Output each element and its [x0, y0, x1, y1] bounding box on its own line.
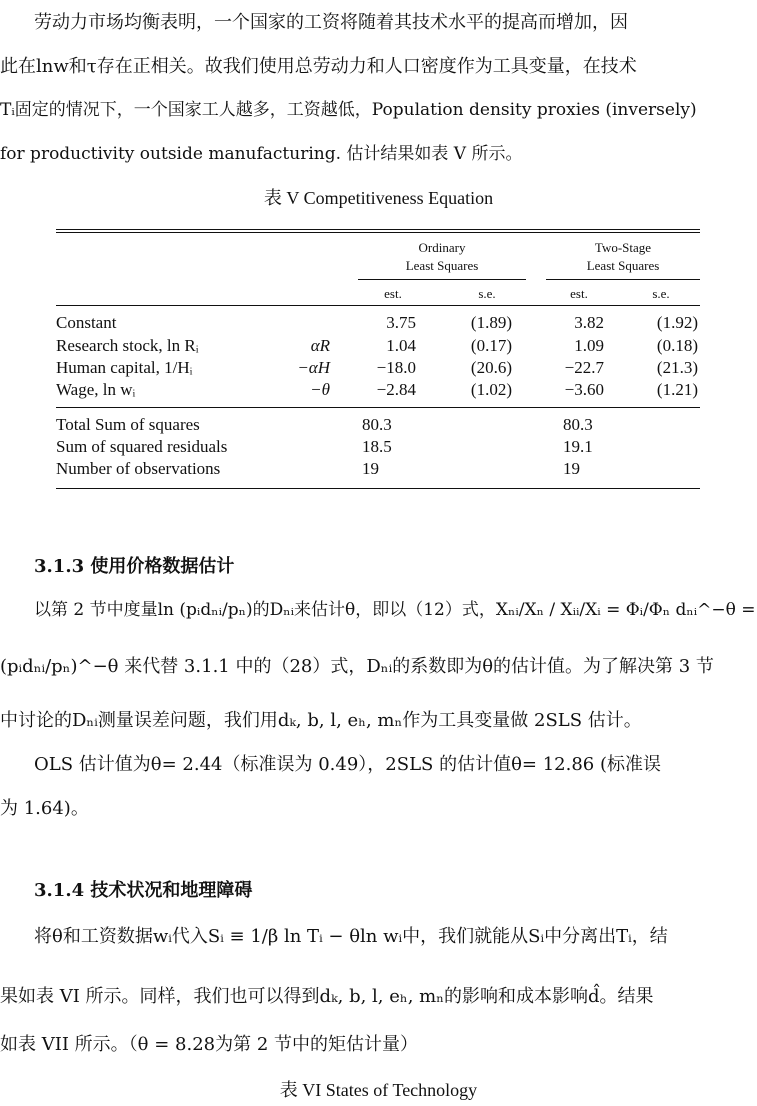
ols-se: (20.6)	[470, 358, 512, 377]
row-param: −αH	[297, 358, 330, 377]
section-heading-3-1-3: 3.1.3 使用价格数据估计	[34, 556, 235, 577]
intro-line-1: 劳动力市场均衡表明，一个国家的工资将随着其技术水平的提高而增加，因	[34, 12, 628, 33]
stat-label: Sum of squared residuals	[56, 437, 228, 456]
sec313-line-3: 中讨论的Dₙᵢ测量误差问题，我们用dₖ, b, l, eₕ, mₙ作为工具变量做 2SLS 估计。	[0, 710, 642, 731]
tsls-est: −22.7	[564, 358, 604, 377]
table-top-rule	[56, 229, 700, 230]
ols-est: −2.84	[376, 380, 416, 399]
ols-se: (1.89)	[470, 313, 512, 332]
sec313-line-4: OLS 估计值为θ= 2.44（标准误为 0.49），2SLS 的估计值θ= 12.86 (标准误	[34, 754, 661, 775]
row-label: Wage, ln wᵢ	[56, 380, 136, 399]
table-bottom-rule	[56, 488, 700, 489]
table-top-rule-2	[56, 232, 700, 233]
tsls-se: (21.3)	[656, 358, 698, 377]
table-vi-caption: 表 VI States of Technology	[279, 1080, 478, 1100]
stat-tsls: 19	[563, 459, 580, 478]
col-group-ols-line2: Least Squares	[405, 258, 479, 273]
intro-line-4: for productivity outside manufacturing. 估计结果如表 V 所示。	[0, 144, 523, 164]
col-group-ols-line1: Ordinary	[418, 240, 466, 255]
tsls-est: −3.60	[564, 380, 604, 399]
col-group-2sls-line2: Least Squares	[586, 258, 660, 273]
header-rule	[56, 305, 700, 306]
sec314-line-3: 如表 VII 所示。（θ = 8.28为第 2 节中的矩估计量）	[0, 1034, 418, 1055]
stat-ols: 18.5	[362, 437, 392, 456]
sec313-line-2: (pᵢdₙᵢ/pₙ)^−θ 来代替 3.1.1 中的（28）式，Dₙᵢ的系数即为θ的估计值。为了解决第 3 节	[0, 656, 714, 677]
tsls-se: (1.92)	[656, 313, 698, 332]
ols-est: −18.0	[376, 358, 416, 377]
sec313-line-1: 以第 2 节中度量ln (pᵢdₙᵢ/pₙ)的Dₙᵢ来估计θ，即以（12）式，Xₙᵢ/Xₙ / Xᵢᵢ/Xᵢ = Φᵢ/Φₙ dₙᵢ^−θ =	[34, 600, 756, 620]
stat-ols: 80.3	[362, 415, 392, 434]
row-label: Research stock, ln Rᵢ	[56, 336, 199, 355]
row-label: Constant	[56, 313, 117, 332]
tsls-se: (0.18)	[656, 336, 698, 355]
subheader-se: s.e.	[478, 286, 496, 301]
stat-label: Total Sum of squares	[56, 415, 200, 434]
ols-est: 1.04	[386, 336, 416, 355]
stat-tsls: 19.1	[563, 437, 593, 456]
ols-est: 3.75	[386, 313, 416, 332]
sec314-line-1: 将θ和工资数据wᵢ代入Sᵢ ≡ 1/β ln Tᵢ − θln wᵢ中，我们就能从Sᵢ中分离出Tᵢ，结	[34, 926, 668, 947]
sec313-line-5: 为 1.64)。	[0, 798, 89, 819]
intro-line-2: 此在lnw和τ存在正相关。故我们使用总劳动力和人口密度作为工具变量，在技术	[0, 56, 637, 77]
row-label: Human capital, 1/Hᵢ	[56, 358, 193, 377]
stat-tsls: 80.3	[563, 415, 593, 434]
ols-se: (1.02)	[470, 380, 512, 399]
tsls-est: 3.82	[574, 313, 604, 332]
sec314-line-2: 果如表 VI 所示。同样，我们也可以得到dₖ, b, l, eₕ, mₙ的影响和成本影响d̂。结果	[0, 986, 654, 1007]
mid-rule	[56, 407, 700, 408]
section-heading-3-1-4: 3.1.4 技术状况和地理障碍	[34, 880, 253, 901]
stat-ols: 19	[362, 459, 379, 478]
intro-line-3: Tᵢ固定的情况下，一个国家工人越多，工资越低，Population density proxies (inversely)	[0, 100, 697, 120]
col-group-2sls-line1: Two-Stage	[594, 240, 652, 255]
tsls-est: 1.09	[574, 336, 604, 355]
group-rule-ols	[358, 279, 526, 280]
table-v-caption: 表 V Competitiveness Equation	[263, 188, 494, 208]
tsls-se: (1.21)	[656, 380, 698, 399]
subheader-est: est.	[570, 286, 588, 301]
row-param: αR	[310, 336, 330, 355]
subheader-se: s.e.	[652, 286, 670, 301]
row-param: −θ	[310, 380, 330, 399]
group-rule-2sls	[546, 279, 700, 280]
stat-label: Number of observations	[56, 459, 221, 478]
ols-se: (0.17)	[470, 336, 512, 355]
subheader-est: est.	[384, 286, 402, 301]
